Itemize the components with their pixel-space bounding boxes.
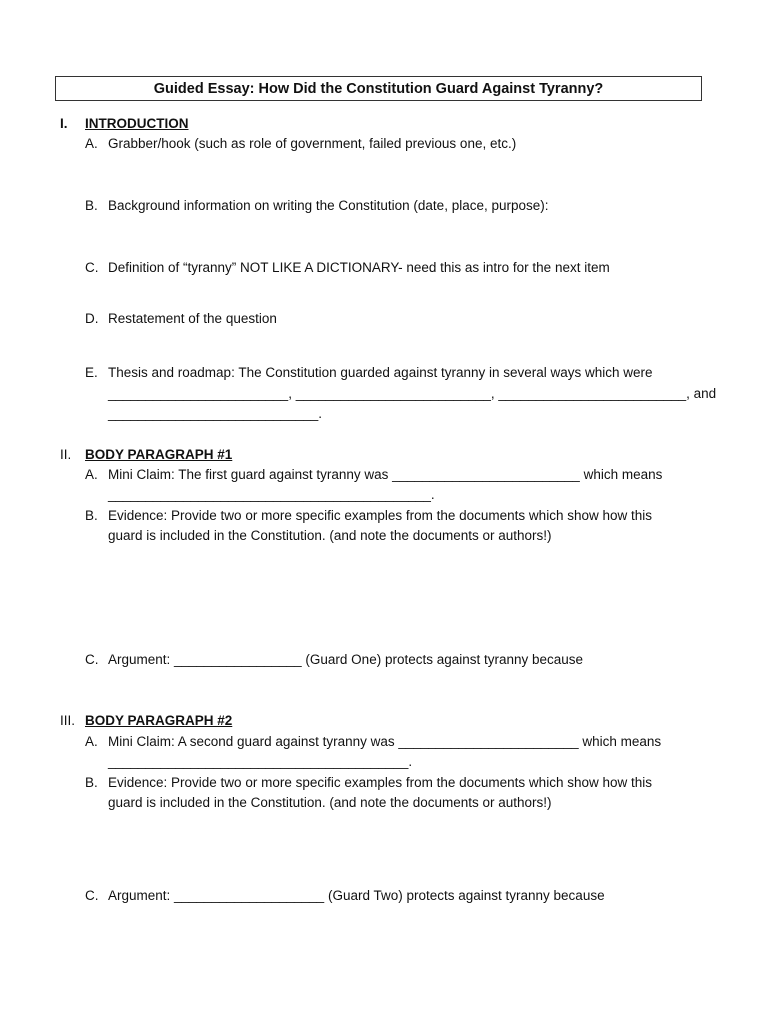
item-text: Mini Claim: The first guard against tyranny was _________________________ which means: [108, 467, 663, 482]
item-text: Argument: _________________ (Guard One) protects against tyranny because: [108, 652, 584, 667]
item-letter: B.: [85, 775, 98, 790]
item-letter: A.: [85, 136, 98, 151]
document-title: Guided Essay: How Did the Constitution Guard Against Tyranny?: [55, 76, 702, 101]
item-text: Background information on writing the Constitution (date, place, purpose):: [108, 198, 549, 213]
item-letter: D.: [85, 311, 99, 326]
item-letter: C.: [85, 652, 99, 667]
item-text: guard is included in the Constitution. (and note the documents or authors!): [108, 528, 552, 543]
item-text: ________________________________________.: [108, 754, 413, 769]
thesis-blanks-line: ________________________, __________________________, _________________________, and: [108, 386, 717, 401]
item-text: Restatement of the question: [108, 311, 277, 326]
item-letter: E.: [85, 365, 98, 380]
item-text: Evidence: Provide two or more specific examples from the documents which show how this: [108, 508, 652, 523]
item-text: Thesis and roadmap: The Constitution guarded against tyranny in several ways which were: [108, 365, 653, 380]
item-text: Definition of “tyranny” NOT LIKE A DICTIONARY- need this as intro for the next item: [108, 260, 610, 275]
item-text: guard is included in the Constitution. (and note the documents or authors!): [108, 795, 552, 810]
item-letter: C.: [85, 888, 99, 903]
item-text: Evidence: Provide two or more specific examples from the documents which show how this: [108, 775, 652, 790]
item-letter: B.: [85, 198, 98, 213]
item-letter: C.: [85, 260, 99, 275]
item-text: ___________________________________________.: [108, 487, 435, 502]
item-letter: A.: [85, 734, 98, 749]
section-numeral: III.: [60, 713, 76, 728]
section-numeral: II.: [60, 447, 72, 462]
item-letter: B.: [85, 508, 98, 523]
item-text: Argument: ____________________ (Guard Two) protects against tyranny because: [108, 888, 605, 903]
thesis-blanks-line: ____________________________.: [108, 406, 322, 421]
section-numeral: I.: [60, 116, 68, 131]
item-text: Grabber/hook (such as role of government, failed previous one, etc.): [108, 136, 517, 151]
section-heading-introduction: INTRODUCTION: [85, 116, 189, 131]
item-letter: A.: [85, 467, 98, 482]
section-heading-body-2: BODY PARAGRAPH #2: [85, 713, 233, 728]
item-text: Mini Claim: A second guard against tyranny was ________________________ which means: [108, 734, 662, 749]
section-heading-body-1: BODY PARAGRAPH #1: [85, 447, 233, 462]
